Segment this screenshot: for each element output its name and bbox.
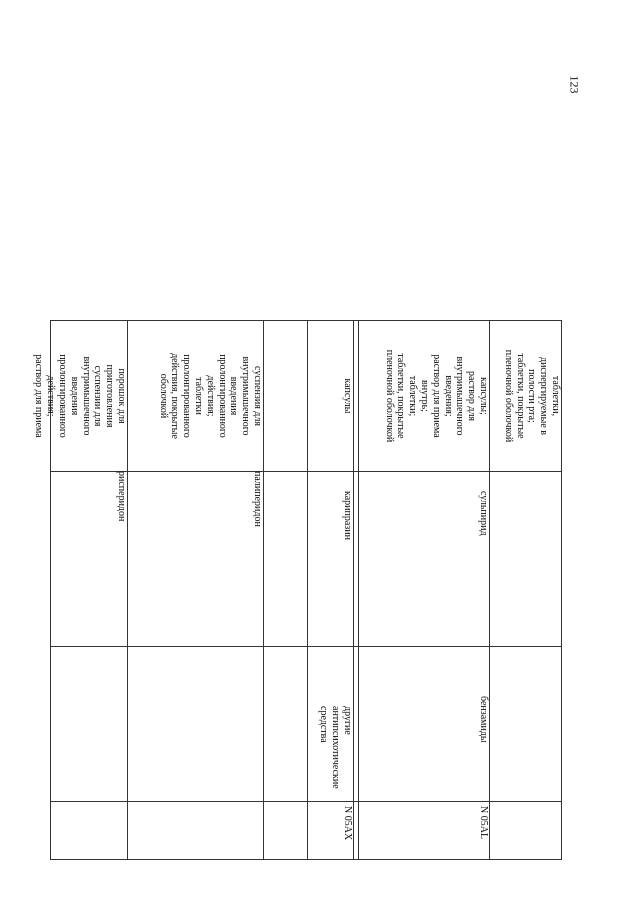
drug-classification-table [33,320,562,860]
row-2-drug: карипразин [342,491,353,540]
column-divider [353,321,354,859]
row-4-forms: порошок для приготовления суспензии для внутримышечного введения пролонгированного действия; раствор для приема [33,354,127,438]
row-2-group: другие антипсихотические средства [318,706,353,789]
row-3-forms: суспензия для внутримышечного введения пролонгированного действия; таблетки пролонгированного действия, покрытые оболочкой [157,353,263,439]
row-1-code: N 05AL [478,806,489,840]
row-4-drug: рисперидон [116,471,127,522]
page-number-text: 123 [567,75,582,93]
row-1-forms: капсулы; раствор для внутримышечного введения; раствор для приема внутрь; таблетки; таблетки, покрытые пленочной оболочкой [383,349,489,443]
row-1-drug: сульпирид [478,491,489,536]
row-2-code: N 05AX [342,806,353,841]
row-0-forms: таблетки, диспергируемые в полости рта; таблетки, покрытые пленочной оболочкой [502,349,561,443]
page-number [563,64,585,104]
column-divider [263,321,264,859]
row-3-drug: палиперидон [252,471,263,527]
row-2-forms: капсулы [342,378,353,414]
row-1-group: бензамиды [478,696,489,743]
